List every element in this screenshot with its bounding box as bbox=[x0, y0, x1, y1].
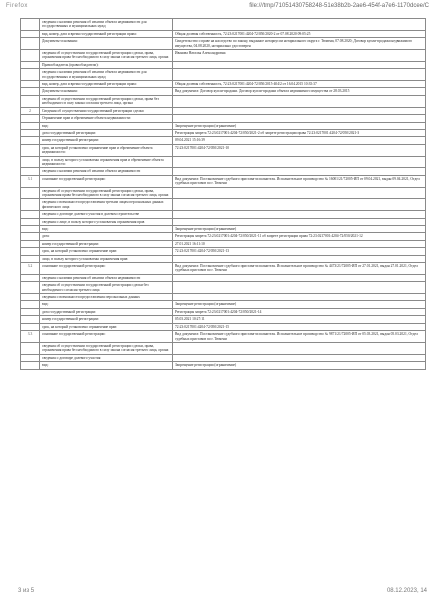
row-number-cell bbox=[21, 226, 40, 233]
row-value-cell bbox=[173, 95, 426, 107]
row-label-cell: сведения о договоре долевого участия в долевом строительстве bbox=[40, 211, 173, 218]
table-row bbox=[21, 255, 426, 262]
row-label-cell: номер государственной регистрации: bbox=[40, 137, 173, 144]
row-label-cell: Документы-основания: bbox=[40, 38, 173, 50]
table-row bbox=[21, 218, 426, 225]
table-row bbox=[21, 282, 426, 294]
row-number-cell bbox=[21, 129, 40, 136]
row-label-cell: сведения о наличии решения об изъятии объекта недвижимости для государственных и муниципальных нужд bbox=[40, 69, 173, 81]
row-label-cell: сведения о наличии решения об изъятии объекта недвижимости для государственных и муниципальных нужд bbox=[40, 19, 173, 31]
row-value-cell: Запрещение регистрации (ограничение) bbox=[173, 226, 426, 233]
row-value-cell bbox=[173, 19, 426, 31]
row-number-cell bbox=[21, 115, 40, 122]
row-label-cell: вид: bbox=[40, 301, 173, 308]
table-row bbox=[21, 137, 426, 144]
row-number-cell bbox=[21, 122, 40, 129]
row-value-cell: Регистрация запрета 72:23:0217001:4204-72/050/2021-11 об запрете регистрации права 72:23:0217001:4204-72/050/2021-12 bbox=[173, 233, 426, 240]
table-row bbox=[21, 211, 426, 218]
table-row bbox=[21, 50, 426, 62]
row-number-cell bbox=[21, 19, 40, 31]
row-label-cell: сведения о лице, в пользу которого установлены ограничения прав bbox=[40, 218, 173, 225]
row-number-cell bbox=[21, 282, 40, 294]
row-label-cell: дата государственной регистрации: bbox=[40, 129, 173, 136]
row-value-cell: Запрещение регистрации (ограничение) bbox=[173, 301, 426, 308]
row-label-cell: основание государственной регистрации: bbox=[40, 175, 173, 187]
row-number-cell: 2 bbox=[21, 107, 40, 114]
row-value-cell: 05.03.2021 10:27:11 bbox=[173, 316, 426, 323]
row-label-cell: вид: bbox=[40, 226, 173, 233]
row-value-cell: Запрещение регистрации (ограничение) bbox=[173, 362, 426, 369]
row-label-cell: дата государственной регистрации: bbox=[40, 308, 173, 315]
table-row bbox=[21, 342, 426, 354]
row-label-cell: сведения о возможности предоставления персональных данных bbox=[40, 294, 173, 301]
page-number: 3 из 5 bbox=[18, 588, 35, 594]
row-number-cell bbox=[21, 240, 40, 247]
table-row bbox=[21, 362, 426, 369]
row-label-cell: Сведения об осуществлении государственной регистрации сделки bbox=[40, 107, 173, 114]
row-value-cell bbox=[173, 294, 426, 301]
table-row bbox=[21, 248, 426, 255]
row-label-cell: Документы-основания: bbox=[40, 88, 173, 95]
row-value-cell: 09.04.2021 15:16:39 bbox=[173, 137, 426, 144]
row-value-cell bbox=[173, 187, 426, 199]
table-row bbox=[21, 331, 426, 343]
table-row bbox=[21, 354, 426, 361]
row-value-cell bbox=[173, 61, 426, 68]
row-number-cell bbox=[21, 38, 40, 50]
row-label-cell: лицо, в пользу которого установлены ограничения прав: bbox=[40, 255, 173, 262]
row-value-cell: Свидетельство о праве на наследство по закону, выданное нотариусом нотариального округа г. Тюмени, 07.08.2020; Договор купли-продажи недвижимого имущества, 04.08.2020, нотариально удостоверен bbox=[173, 38, 426, 50]
table-row bbox=[21, 240, 426, 247]
row-number-cell: 3.2 bbox=[21, 263, 40, 275]
row-number-cell bbox=[21, 137, 40, 144]
extract-table-body bbox=[21, 19, 426, 370]
row-value-cell: Регистрация запрета 72:23:0217001:4204-72/050/2021-14 bbox=[173, 308, 426, 315]
row-value-cell bbox=[173, 342, 426, 354]
table-row bbox=[21, 308, 426, 315]
table-row bbox=[21, 144, 426, 156]
row-value-cell: Общая долевая собственность, 72:23:0217001:4204-72/050/2020-2 от 07.08.2020 09:05:25 bbox=[173, 30, 426, 37]
row-number-cell bbox=[21, 168, 40, 175]
page-url[interactable]: file:///tmp/71051430758248-51e38b2b-2ae6-454f-a7e6-1170dcee/C bbox=[249, 3, 429, 9]
row-number-cell bbox=[21, 248, 40, 255]
row-label-cell: срок, на который установлено ограничение прав: bbox=[40, 323, 173, 330]
row-value-cell bbox=[173, 218, 426, 225]
row-label-cell: вид: bbox=[40, 122, 173, 129]
table-row bbox=[21, 30, 426, 37]
table-row bbox=[21, 301, 426, 308]
row-label-cell: сведения о наличии решения об изъятии объекта недвижимости bbox=[40, 168, 173, 175]
row-number-cell bbox=[21, 316, 40, 323]
row-value-cell: Общая долевая собственность, 72:23:0217001:4204-72/050/2015-404/2 от 16.04.2015 10:35:37 bbox=[173, 81, 426, 88]
row-number-cell bbox=[21, 362, 40, 369]
row-label-cell: основание государственной регистрации: bbox=[40, 263, 173, 275]
row-value-cell: Запрещение регистрации (ограничение) bbox=[173, 122, 426, 129]
table-row bbox=[21, 156, 426, 168]
row-label-cell: дата: bbox=[40, 233, 173, 240]
table-row bbox=[21, 81, 426, 88]
browser-footer bbox=[0, 586, 435, 600]
row-label-cell: основание государственной регистрации: bbox=[40, 331, 173, 343]
row-number-cell bbox=[21, 308, 40, 315]
print-date: 08.12.2023, 14 bbox=[386, 588, 427, 594]
table-row bbox=[21, 122, 426, 129]
row-label-cell: сведения об осуществлении государственной регистрации сделки, права, ограничения права без необходимого в силу закона согласия третьего лица, органа bbox=[40, 342, 173, 354]
row-number-cell bbox=[21, 218, 40, 225]
table-row bbox=[21, 69, 426, 81]
browser-header bbox=[0, 0, 435, 14]
row-number-cell bbox=[21, 255, 40, 262]
row-number-cell bbox=[21, 50, 40, 62]
table-row bbox=[21, 263, 426, 275]
row-number-cell bbox=[21, 199, 40, 211]
browser-name: Firefox bbox=[6, 3, 28, 9]
table-row bbox=[21, 316, 426, 323]
row-value-cell: 72:23:0217001:4204-72/050/2021-13 bbox=[173, 248, 426, 255]
row-label-cell: сведения о возможности предоставления третьим лицам персональных данных физического лица bbox=[40, 199, 173, 211]
row-value-cell bbox=[173, 282, 426, 294]
table-row bbox=[21, 95, 426, 107]
row-number-cell bbox=[21, 144, 40, 156]
table-row bbox=[21, 175, 426, 187]
row-number-cell bbox=[21, 156, 40, 168]
row-number-cell bbox=[21, 61, 40, 68]
row-label-cell: сведения об осуществлении государственной регистрации сделки, права, ограничения права без необходимого в силу закона согласия третьего лица, органа bbox=[40, 50, 173, 62]
row-value-cell: Регистрация запрета 72:23:0217001:4204-72/050/2021-2 об запрете регистрации права 72:23:0217001:4204-72/050/2021-3 bbox=[173, 129, 426, 136]
row-label-cell: номер государственной регистрации: bbox=[40, 316, 173, 323]
row-value-cell: 27.01.2021 16:11:10 bbox=[173, 240, 426, 247]
row-label-cell: номер государственной регистрации: bbox=[40, 240, 173, 247]
table-row bbox=[21, 115, 426, 122]
row-value-cell bbox=[173, 107, 426, 114]
row-number-cell bbox=[21, 95, 40, 107]
row-value-cell bbox=[173, 115, 426, 122]
table-row bbox=[21, 199, 426, 211]
row-number-cell bbox=[21, 69, 40, 81]
row-number-cell bbox=[21, 81, 40, 88]
row-number-cell bbox=[21, 211, 40, 218]
row-number-cell bbox=[21, 323, 40, 330]
row-number-cell: 3.1 bbox=[21, 175, 40, 187]
row-label-cell: срок, на который установлено ограничение прав: bbox=[40, 248, 173, 255]
table-row bbox=[21, 88, 426, 95]
row-value-cell: Вид документа: Постановление судебного пристава-исполнителя. Исполнительное производство № 16001/21/72005-ИП от 09.04.2021, выдан 09.04.2021, Отдел судебных приставов по г. Тюмени bbox=[173, 175, 426, 187]
row-label-cell: сведения о договоре долевого участия bbox=[40, 354, 173, 361]
table-row bbox=[21, 38, 426, 50]
row-value-cell: Иванова Наталья Александровна bbox=[173, 50, 426, 62]
table-row bbox=[21, 233, 426, 240]
table-row bbox=[21, 107, 426, 114]
row-number-cell bbox=[21, 187, 40, 199]
row-value-cell: 72:23:0217001:4204-72/050/2021-15 bbox=[173, 323, 426, 330]
row-value-cell bbox=[173, 168, 426, 175]
row-label-cell: вид: bbox=[40, 362, 173, 369]
row-number-cell bbox=[21, 354, 40, 361]
table-row bbox=[21, 323, 426, 330]
table-row bbox=[21, 168, 426, 175]
table-row bbox=[21, 19, 426, 31]
row-label-cell: Ограничение прав и обременение объекта недвижимости: bbox=[40, 115, 173, 122]
row-value-cell: 72:23:0217001:4204-72/050/2021-10 bbox=[173, 144, 426, 156]
row-value-cell: Вид документа: Постановление судебного пристава-исполнителя. Исполнительное производство № 4473/21/72005-ИП от 27.01.2021, выдан 27.01.2021, Отдел судебных приставов по г. Тюмени bbox=[173, 263, 426, 275]
row-label-cell: срок, на который установлено ограничение прав и обременение объекта недвижимости: bbox=[40, 144, 173, 156]
row-label-cell: сведения об осуществлении государственной регистрации сделки, права, ограничения права без необходимого в силу закона согласия третьего лица, органа bbox=[40, 187, 173, 199]
row-label-cell: сведения о наличии решения об изъятии объекта недвижимости bbox=[40, 274, 173, 281]
row-number-cell bbox=[21, 274, 40, 281]
row-value-cell bbox=[173, 156, 426, 168]
row-label-cell: вид, номер, дата и время государственной регистрации права: bbox=[40, 81, 173, 88]
row-value-cell bbox=[173, 354, 426, 361]
row-number-cell: 3.3 bbox=[21, 331, 40, 343]
extract-document bbox=[20, 18, 422, 370]
table-row bbox=[21, 226, 426, 233]
table-row bbox=[21, 274, 426, 281]
row-label-cell: сведения об осуществлении государственной регистрации сделки без необходимого согласия третьего лица bbox=[40, 282, 173, 294]
table-row bbox=[21, 187, 426, 199]
row-number-cell bbox=[21, 294, 40, 301]
row-number-cell bbox=[21, 233, 40, 240]
row-number-cell bbox=[21, 30, 40, 37]
row-value-cell bbox=[173, 274, 426, 281]
row-number-cell bbox=[21, 342, 40, 354]
row-value-cell bbox=[173, 199, 426, 211]
row-label-cell: Правообладатель (правообладатели): bbox=[40, 61, 173, 68]
row-number-cell bbox=[21, 88, 40, 95]
row-label-cell: сведения об осуществлении государственной регистрации сделки, права без необходимого в силу закона согласия третьего лица, органа bbox=[40, 95, 173, 107]
row-value-cell bbox=[173, 69, 426, 81]
table-row bbox=[21, 294, 426, 301]
row-value-cell: Вид документа: Постановление судебного пристава-исполнителя. Исполнительное производство № 9871/21/72005-ИП от 05.03.2021, выдан 05.03.2021, Отдел судебных приставов по г. Тюмени bbox=[173, 331, 426, 343]
row-value-cell bbox=[173, 255, 426, 262]
row-label-cell: вид, номер, дата и время государственной регистрации права: bbox=[40, 30, 173, 37]
table-row bbox=[21, 61, 426, 68]
row-number-cell bbox=[21, 301, 40, 308]
table-row bbox=[21, 129, 426, 136]
extract-table bbox=[20, 18, 426, 370]
row-value-cell: Вид документа: Договор купли-продажи. Договор купли-продажи объекта недвижимого имущества от 28.03.2015 bbox=[173, 88, 426, 95]
row-label-cell: лицо, в пользу которого установлены ограничения прав и обременение объекта недвижимости: bbox=[40, 156, 173, 168]
row-value-cell bbox=[173, 211, 426, 218]
